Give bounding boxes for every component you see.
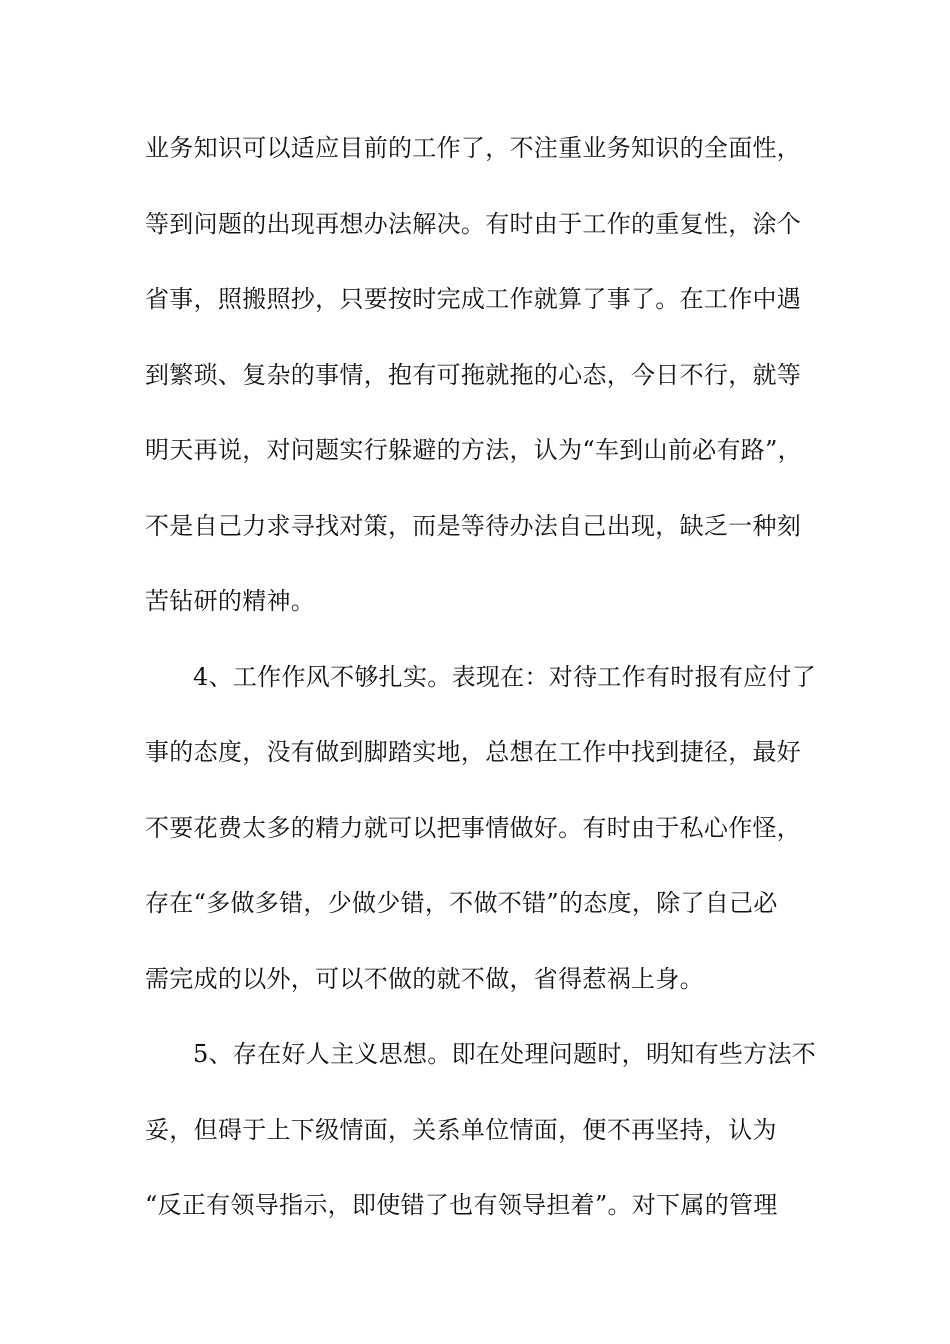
text-line: 明天再说，对问题实行躲避的方法，认为“车到山前必有路”， [145,436,802,464]
text-line: 等到问题的出现再想办法解决。有时由于工作的重复性，涂个 [145,209,802,238]
text-line: 事的态度，没有做到脚踏实地，总想在工作中找到捷径，最好 [145,738,802,766]
text-line: 妥，但碍于上下级情面，关系单位情面，便不再坚持，认为 [145,1115,777,1144]
text-line: 不是自己力求寻找对策，而是等待办法自己出现，缺乏一种刻 [145,511,802,540]
text-line: 存在“多做多错，少做少错，不做不错”的态度，除了自己必 [145,889,778,917]
text-line: 业务知识可以适应目前的工作了，不注重业务知识的全面性， [145,134,802,162]
paragraph-start-line: 5、存在好人主义思想。即在处理问题时，明知有些方法不 [193,1040,817,1068]
text-line: 到繁琐、复杂的事情，抱有可拖就拖的心态，今日不行，就等 [145,360,802,389]
text-line: 省事，照搬照抄，只要按时完成工作就算了事了。在工作中遇 [145,285,802,313]
text-line: 不要花费太多的精力就可以把事情做好。有时由于私心作怪， [145,813,802,842]
text-line: “反正有领导指示，即使错了也有领导担着”。对下属的管理 [145,1191,778,1219]
paragraph-start-line: 4、工作作风不够扎实。表现在：对待工作有时报有应付了 [193,662,817,691]
text-line: 需完成的以外，可以不做的就不做，省得惹祸上身。 [145,964,704,993]
text-line: 苦钻研的精神。 [145,587,316,615]
body-text [145,128,825,1261]
